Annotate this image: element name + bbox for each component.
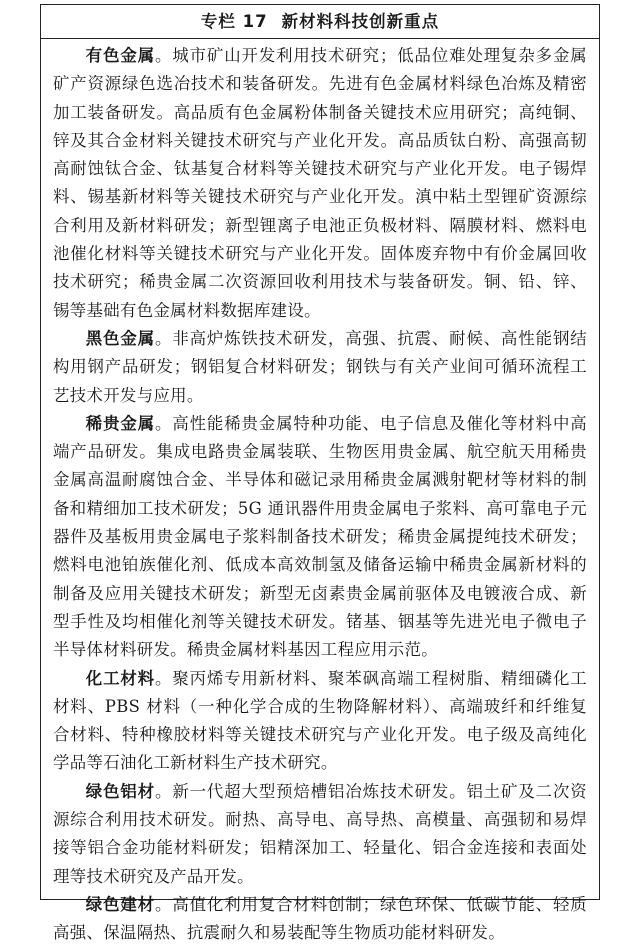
section-nonferrous (53, 42, 587, 325)
section-text: 。新一代超大型预焙槽铝冶炼技术研发。铝土矿及二次资源综合利用技术研发。耐热、高导电、高导热、高模量、高强韧和易焊接等铝合金功能材料研发；铝精深加工、轻量化、铝合金连接和表面处理等技术研究及产品开发。 (53, 781, 588, 886)
section-keyword: 绿色铝材 (85, 781, 156, 801)
column-box (40, 4, 600, 943)
column-body (41, 39, 599, 948)
section-ferrous (53, 325, 587, 410)
section-keyword: 黑色金属 (85, 328, 156, 348)
section-keyword: 稀贵金属 (85, 413, 156, 433)
section-text: 。高性能稀贵金属特种功能、电子信息及催化等材料中高端产品研发。集成电路贵金属装联、生物医用贵金属、航空航天用稀贵金属高温耐腐蚀合金、半导体和磁记录用稀贵金属溅射靶材等材料的制备和精细加工技术研发；5G 通讯器件用贵金属电子浆料、高可靠电子元器件及基板用贵金属电子浆料制备技术研发；稀贵金属提纯技术研发；燃料电池铂族催化剂、低成本高效制氢及储备运输中稀贵金属新材料的制备及应用关键技术研发；新型无卤素贵金属前驱体及电镀液合成、新型手性及均相催化剂等关键技术研发。锗基、铟基等先进光电子微电子半导体材料研发。稀贵金属材料基因工程应用示范。 (53, 413, 588, 660)
column-label: 专栏 17 (200, 12, 268, 31)
section-keyword: 化工材料 (85, 668, 156, 688)
section-keyword: 有色金属 (85, 46, 156, 65)
section-precious (53, 410, 587, 665)
section-building (53, 891, 587, 948)
column-title: 新材料科技创新重点 (281, 12, 440, 31)
section-text: 。非高炉炼铁技术研发，高强、抗震、耐候、高性能钢结构用钢产品研发；钢铝复合材料研发；钢铁与有关产业间可循环流程工艺技术开发与应用。 (53, 328, 588, 405)
section-text: 。高值化利用复合材料创制；绿色环保、低碳节能、轻质高强、保温隔热、抗震耐久和易装配等生物质功能材料研发。 (53, 894, 588, 943)
section-chemical (53, 665, 587, 778)
section-keyword: 绿色建材 (85, 894, 156, 914)
section-aluminum (53, 778, 587, 891)
section-text: 。聚丙烯专用新材料、聚苯砜高端工程树脂、精细磷化工材料、PBS 材料（一种化学合成的生物降解材料）、高端玻纤和纤维复合材料、特种橡胶材料等关键技术研究与产业化开发。电子级及高纯化学品等石油化工新材料生产技术研究。 (53, 668, 588, 773)
section-text: 。城市矿山开发利用技术研究；低品位难处理复杂多金属矿产资源绿色选冶技术和装备研发。先进有色金属材料绿色冶炼及精密加工装备研发。高品质有色金属粉体制备关键技术应用研究；高纯铜、锌及其合金材料关键技术研究与产业化开发。高品质钛白粉、高强高韧高耐蚀钛合金、钛基复合材料等关键技术研究与产业化开发。电子锡焊料、锡基新材料等关键技术研究与产业化开发。滇中粘土型锂矿资源综合利用及新材料研发；新型锂离子电池正负极材料、隔膜材料、燃料电池催化材料等关键技术研究与产业化开发。固体废弃物中有价金属回收技术研究；稀贵金属二次资源回收利用技术与装备研发。铜、铅、锌、锡等基础有色金属材料数据库建设。 (53, 46, 588, 320)
column-header (41, 5, 599, 39)
